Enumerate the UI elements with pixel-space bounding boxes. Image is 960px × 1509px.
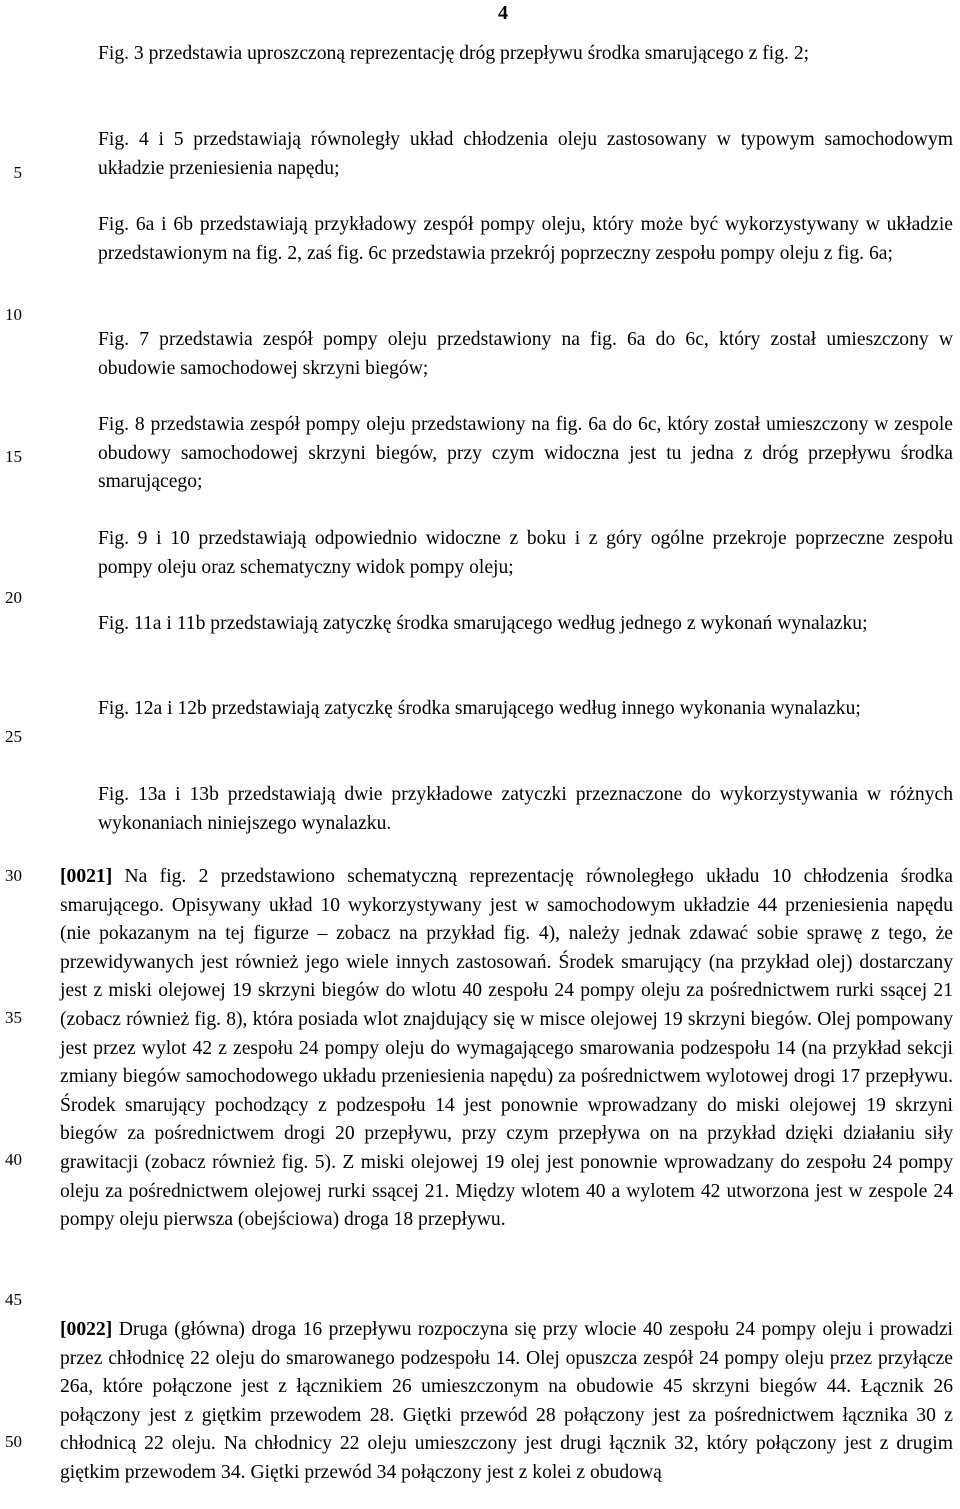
figure-description: Fig. 13a i 13b przedstawiają dwie przykładowe zatyczki przeznaczone do wykorzystywania w różnych wykonaniach niniejszego wynalazku. [98,784,953,834]
line-number-gutter [0,0,40,1509]
figure-description: Fig. 3 przedstawia uproszczoną reprezentację dróg przepływu środka smarującego z fig. 2; [98,43,810,64]
paragraph-0021 [60,863,953,1235]
page-number: 4 [498,2,508,24]
line-number: 50 [5,1432,22,1451]
paragraph-number: [0022] [60,1319,113,1340]
line-number: 45 [5,1290,22,1309]
line-number: 35 [5,1008,22,1027]
figure-description: Fig. 9 i 10 przedstawiają odpowiednio widoczne z boku i z góry ogólne przekroje poprzeczne zespołu pompy oleju oraz schematyczny widok pompy oleju; [98,528,953,578]
figure-description: Fig. 8 przedstawia zespół pompy oleju przedstawiony na fig. 6a do 6c, który został umieszczony w zespole obudowy samochodowej skrzyni biegów, przy czym widoczna jest tu jedna z dróg przepływu środka smarującego; [98,414,953,493]
line-number: 15 [5,447,22,466]
paragraph-text: Druga (główna) droga 16 przepływu rozpoczyna się przy wlocie 40 zespołu 24 pompy oleju i prowadzi przez chłodnicę 22 oleju do smarowanego podzespołu 14. Olej opuszcza zespół 24 pompy oleju przez przyłącze 26a, które połączone jest z łącznikiem 26 umieszczonym na obudowie 45 skrzyni biegów 44. Łącznik 26 połączony jest z giętkim przewodem 28. Giętki przewód 28 połączony jest za pośrednictwem łącznika 30 z chłodnicą 22 oleju. Na chłodnicy 22 oleju umieszczony jest drugi łącznik 32, który połączony jest z drugim giętkim przewodem 34. Giętki przewód 34 połączony jest z kolei z obudową [60,1319,953,1483]
line-number: 40 [5,1150,22,1169]
paragraph-0022 [60,1316,953,1488]
line-number: 30 [5,866,22,885]
figure-description: Fig. 12a i 12b przedstawiają zatyczkę środka smarującego według innego wykonania wynalazku; [98,698,861,719]
figure-description: Fig. 4 i 5 przedstawiają równoległy układ chłodzenia oleju zastosowany w typowym samochodowym układzie przeniesienia napędu; [98,129,953,179]
line-number: 25 [5,727,22,746]
paragraph-number: [0021] [60,866,113,887]
figure-description: Fig. 7 przedstawia zespół pompy oleju przedstawiony na fig. 6a do 6c, który został umieszczony w obudowie samochodowej skrzyni biegów; [98,329,953,379]
line-number: 20 [5,588,22,607]
line-number: 5 [13,163,22,182]
figure-description: Fig. 6a i 6b przedstawiają przykładowy zespół pompy oleju, który może być wykorzystywany w układzie przedstawionym na fig. 2, zaś fig. 6c przedstawia przekrój poprzeczny zespołu pompy oleju z fig. 6a; [98,214,953,264]
line-number: 10 [5,305,22,324]
figure-description: Fig. 11a i 11b przedstawiają zatyczkę środka smarującego według jednego z wykonań wynalazku; [98,613,868,634]
paragraph-text: Na fig. 2 przedstawiono schematyczną reprezentację równoległego układu 10 chłodzenia środka smarującego. Opisywany układ 10 wykorzystywany jest w samochodowym układzie 44 przeniesienia napędu (nie pokazanym na tej figurze – zobacz na przykład fig. 4), należy jednak zdawać sobie sprawę z tego, że przewidywanych jest również jego wiele innych zastosowań. Środek smarujący (na przykład olej) dostarczany jest z miski olejowej 19 skrzyni biegów do wlotu 40 zespołu 24 pompy oleju za pośrednictwem rurki ssącej 21 (zobacz również fig. 8), która posiada wlot znajdujący się w misce olejowej 19 skrzyni biegów. Olej pompowany jest przez wylot 42 z zespołu 24 pompy oleju do wymagającego smarowania podzespołu 14 (na przykład sekcji zmiany biegów samochodowego układu przeniesienia napędu) za pośrednictwem wylotowej drogi 17 przepływu. Środek smarujący pochodzący z podzespołu 14 jest ponownie wprowadzany do miski olejowej 19 skrzyni biegów za pośrednictwem drogi 20 przepływu, przy czym przepływa on na przykład dzięki działaniu siły grawitacji (zobacz również fig. 5). Z miski olejowej 19 olej jest ponownie wprowadzany do zespołu 24 pompy oleju za pośrednictwem olejowej rurki ssącej 21. Między wlotem 40 a wylotem 42 utworzona jest w zespole 24 pompy oleju pierwsza (obejściowa) droga 18 przepływu. [60,866,953,1231]
